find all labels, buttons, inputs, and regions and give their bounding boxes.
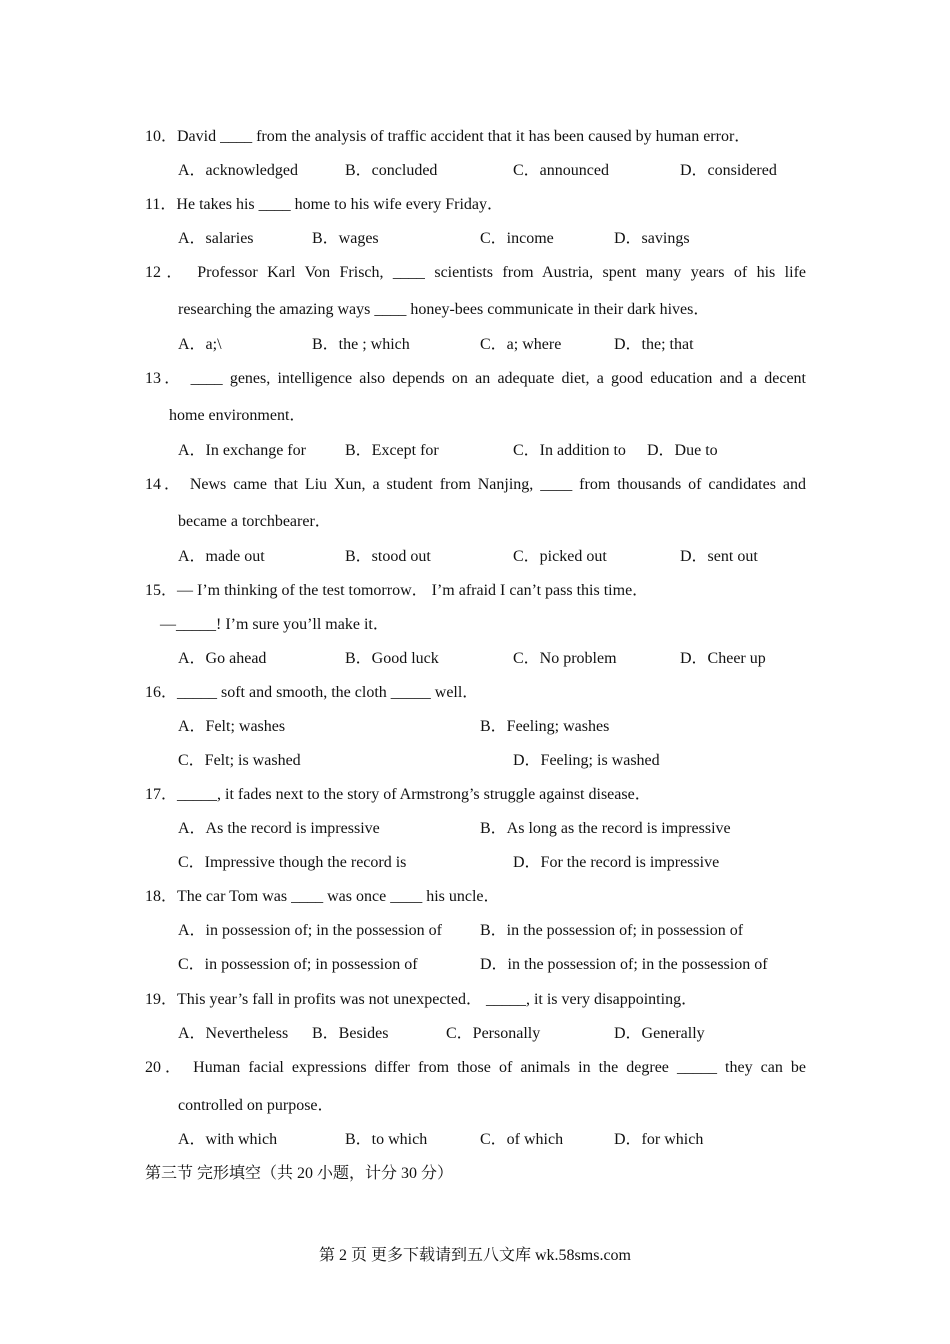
q19-option-c: C．Personally xyxy=(446,1025,541,1042)
q13-option-d: D．Due to xyxy=(647,442,718,459)
q14-stem-line1: 14． News came that Liu Xun, a student from Nanjing, ____ from thousands of candidates and xyxy=(145,476,806,493)
section-heading: 第三节 完形填空（共 20 小题，计分 30 分） xyxy=(145,1165,454,1182)
q10-option-c: C．announced xyxy=(513,162,609,179)
q17-stem: 17．_____, it fades next to the story of Armstrong’s struggle against disease． xyxy=(145,786,651,803)
q10-stem: 10．David ____ from the analysis of traffic accident that it has been caused by human error． xyxy=(145,128,751,145)
q11-option-d: D．savings xyxy=(614,230,690,247)
q20-option-a: A．with which xyxy=(178,1131,278,1148)
q20-option-b: B．to which xyxy=(345,1131,428,1148)
q14-option-b: B．stood out xyxy=(345,548,431,565)
q17-option-a: A．As the record is impressive xyxy=(178,820,380,837)
q13-stem-line2: home environment． xyxy=(169,407,306,424)
q13-option-c: C．In addition to xyxy=(513,442,626,459)
q16-option-d: D．Feeling; is washed xyxy=(513,752,660,769)
q16-stem: 16．_____ soft and smooth, the cloth _____ well． xyxy=(145,684,479,701)
q15-option-b: B．Good luck xyxy=(345,650,439,667)
q16-option-c: C．Felt; is washed xyxy=(178,752,301,769)
page-footer: 第 2 页 更多下载请到五八文库 wk.58sms.com xyxy=(318,1247,631,1264)
q15-stem-line1: 15．— I’m thinking of the test tomorrow． I’m afraid I can’t pass this time． xyxy=(145,582,649,599)
q15-option-c: C．No problem xyxy=(513,650,617,667)
q11-option-c: C．income xyxy=(480,230,554,247)
q18-stem: 18．The car Tom was ____ was once ____ his uncle． xyxy=(145,888,500,905)
q15-option-a: A．Go ahead xyxy=(178,650,267,667)
q11-option-a: A．salaries xyxy=(178,230,254,247)
q12-option-b: B．the ; which xyxy=(312,336,410,353)
q12-option-a: A．a;\ xyxy=(178,336,222,353)
q11-stem: 11．He takes his ____ home to his wife every Friday． xyxy=(145,196,504,213)
q19-option-b: B．Besides xyxy=(312,1025,389,1042)
q12-option-d: D．the; that xyxy=(614,336,694,353)
q17-option-d: D．For the record is impressive xyxy=(513,854,720,871)
q15-option-d: D．Cheer up xyxy=(680,650,766,667)
q13-stem-line1: 13． ____ genes, intelligence also depends on an adequate diet, a good education and a decent xyxy=(145,370,806,387)
q12-option-c: C．a; where xyxy=(480,336,562,353)
q18-option-b: B．in the possession of; in possession of xyxy=(480,922,744,939)
q14-option-d: D．sent out xyxy=(680,548,758,565)
q20-stem-line2: controlled on purpose． xyxy=(178,1097,334,1114)
q17-option-c: C．Impressive though the record is xyxy=(178,854,407,871)
q20-stem-line1: 20． Human facial expressions differ from those of animals in the degree _____ they can be xyxy=(145,1059,806,1076)
q17-option-b: B．As long as the record is impressive xyxy=(480,820,731,837)
q20-option-c: C．of which xyxy=(480,1131,564,1148)
q13-option-a: A．In exchange for xyxy=(178,442,306,459)
q18-option-c: C．in possession of; in possession of xyxy=(178,956,418,973)
q15-stem-line2: —_____! I’m sure you’ll make it． xyxy=(160,616,389,633)
q13-option-b: B．Except for xyxy=(345,442,439,459)
q18-option-a: A．in possession of; in the possession of xyxy=(178,922,443,939)
q12-stem-line1: 12． Professor Karl Von Frisch, ____ scientists from Austria, spent many years of his life xyxy=(145,264,806,281)
q12-stem-line2: researching the amazing ways ____ honey-bees communicate in their dark hives． xyxy=(178,301,710,318)
q19-stem: 19．This year’s fall in profits was not unexpected． _____, it is very disappointing． xyxy=(145,991,698,1008)
q10-option-a: A．acknowledged xyxy=(178,162,298,179)
q14-option-a: A．made out xyxy=(178,548,265,565)
q16-option-b: B．Feeling; washes xyxy=(480,718,610,735)
q19-option-a: A．Nevertheless xyxy=(178,1025,289,1042)
q18-option-d: D．in the possession of; in the possession of xyxy=(480,956,768,973)
q16-option-a: A．Felt; washes xyxy=(178,718,286,735)
q10-option-d: D．considered xyxy=(680,162,777,179)
q19-option-d: D．Generally xyxy=(614,1025,705,1042)
q10-option-b: B．concluded xyxy=(345,162,438,179)
q14-stem-line2: became a torchbearer． xyxy=(178,513,331,530)
q14-option-c: C．picked out xyxy=(513,548,607,565)
q20-option-d: D．for which xyxy=(614,1131,704,1148)
q11-option-b: B．wages xyxy=(312,230,379,247)
